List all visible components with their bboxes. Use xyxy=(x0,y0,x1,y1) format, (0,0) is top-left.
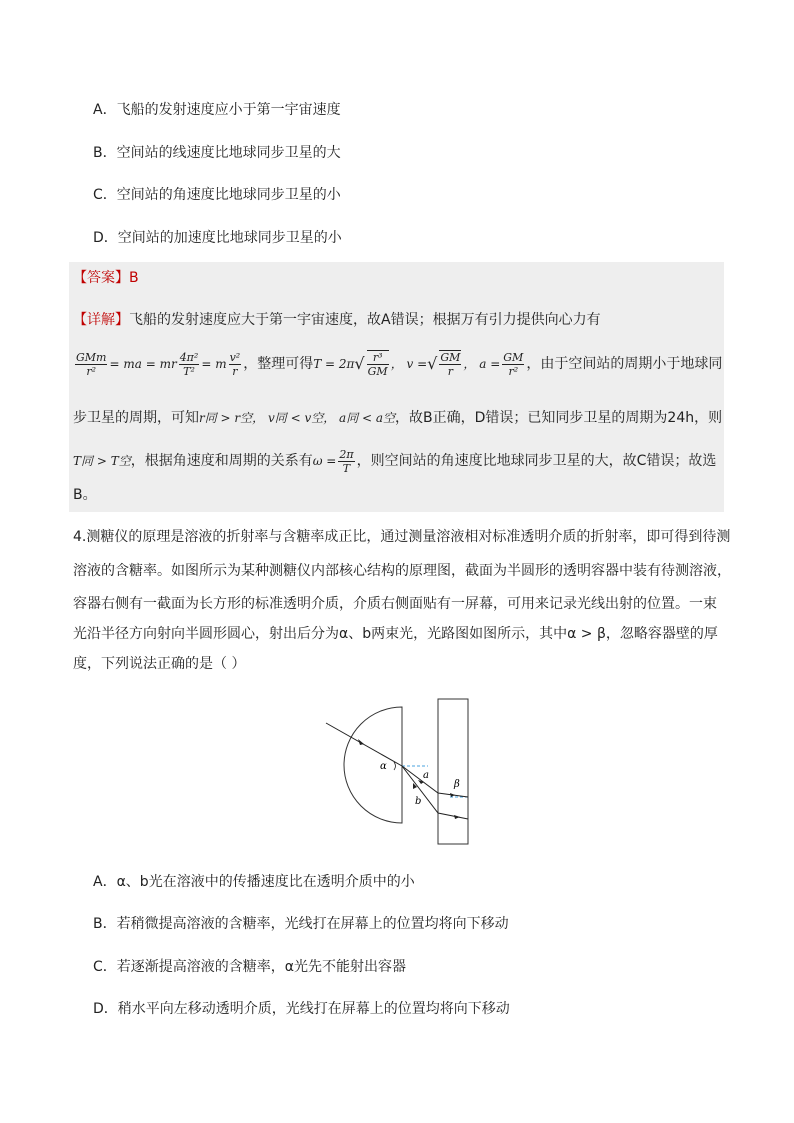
fraction: $\frac{\text{r³}}{GM}$ xyxy=(367,351,388,378)
question-line: 容器右侧有一截面为长方形的标准透明介质，介质右侧面贴有一屏幕，可用来记录光线出射的位置。一束 xyxy=(73,596,717,612)
q-option-d: D．稍水平向左移动透明介质，光线打在屏幕上的位置均将向下移动 xyxy=(93,1001,510,1017)
label-b: b xyxy=(415,796,422,807)
equation-text: T同 > T空 xyxy=(73,454,131,468)
answer-value: B xyxy=(129,270,139,286)
detail-line-2: $\frac{\text{GMm}}{\text{r²}}$ = ma = mr $\frac{\text{4π²}}{\text{T²}}$ = m $\frac{\text{v²}}{r}$ ，整理可得T = 2π√ $\frac{\text{r³}}{GM}$ ， v =√ $\frac{GM}{r}$ ， a = $\frac{GM}{\text{r²}}$ ，由于空间站的周期小于地球同 xyxy=(76,350,723,378)
equation-text: ， v = xyxy=(390,357,428,371)
rectangular-medium xyxy=(438,699,468,844)
fraction: $\frac{2\pi}{T}$ xyxy=(339,447,354,475)
option-d: D．空间站的加速度比地球同步卫星的小 xyxy=(93,230,342,246)
equation-text: r同 > r空 xyxy=(199,411,253,425)
fraction: $\frac{GM}{r}$ xyxy=(440,351,461,378)
optics-diagram xyxy=(320,695,480,850)
question-line: 4.测糖仪的原理是溶液的折射率与含糖率成正比，通过测量溶液相对标准透明介质的折射率，即可得到待测 xyxy=(73,529,731,545)
equation-text: ， a同 < a空 xyxy=(323,411,396,425)
equation-text: T = 2π xyxy=(313,357,355,371)
fraction: $\frac{GM}{\text{r²}}$ xyxy=(503,350,524,378)
detail-text: ，整理可得 xyxy=(243,356,314,372)
question-line: 光沿半径方向射向半圆形圆心，射出后分为α、b两束光，光路图如图所示，其中α > β，忽略容器壁的厚 xyxy=(73,626,718,642)
equation-text: = m xyxy=(201,357,227,371)
equation-text: ω = xyxy=(312,454,337,468)
label-alpha: α xyxy=(380,761,387,772)
fraction: $\frac{\text{v²}}{r}$ xyxy=(229,350,241,378)
detail-line-3 xyxy=(73,408,722,428)
q-option-b: B．若稍微提高溶液的含糖率，光线打在屏幕上的位置均将向下移动 xyxy=(93,916,509,932)
detail-text-1: 飞船的发射速度应大于第一宇宙速度，故A错误；根据万有引力提供向心力有 xyxy=(129,312,601,328)
detail-line-1 xyxy=(73,310,601,330)
semicircle-container xyxy=(344,707,402,823)
detail-text: ，则空间站的角速度比地球同步卫星的大，故C错误；故选 xyxy=(356,453,717,469)
question-line: 溶液的含糖率。如图所示为某种测糖仪内部核心结构的原理图，截面为半圆形的透明容器中装有待测溶液， xyxy=(73,563,731,579)
detail-text: 步卫星的周期，可知 xyxy=(73,410,199,426)
option-a: A．飞船的发射速度应小于第一宇宙速度 xyxy=(93,102,341,118)
q-option-c: C．若逐渐提高溶液的含糖率，α光先不能射出容器 xyxy=(93,959,407,975)
answer-line xyxy=(73,268,139,288)
label-beta: β xyxy=(454,779,460,790)
equation-text: ， v同 < v空 xyxy=(252,411,324,425)
option-b: B．空间站的线速度比地球同步卫星的大 xyxy=(93,145,341,161)
detail-text: ，故B正确，D错误；已知同步卫星的周期为24h，则 xyxy=(395,410,723,426)
detail-line-5: B。 xyxy=(73,487,97,503)
detail-text: ，由于空间站的周期小于地球同 xyxy=(526,356,723,372)
q-option-a: A．α、b光在溶液中的传播速度比在透明介质中的小 xyxy=(93,874,415,890)
detail-tag: 【详解】 xyxy=(73,312,129,328)
detail-line-4 xyxy=(73,446,716,476)
option-c: C．空间站的角速度比地球同步卫星的小 xyxy=(93,187,341,203)
label-a: a xyxy=(423,770,429,781)
equation-text: ， a = xyxy=(463,357,501,371)
detail-text: ，根据角速度和周期的关系有 xyxy=(130,453,313,469)
incident-ray xyxy=(326,723,402,766)
fraction: $\frac{\text{GMm}}{\text{r²}}$ xyxy=(76,350,107,378)
fraction: $\frac{\text{4π²}}{\text{T²}}$ xyxy=(179,350,199,378)
answer-tag: 【答案】 xyxy=(73,270,129,286)
question-line: 度，下列说法正确的是（ ） xyxy=(73,656,246,672)
equation-text: = ma = mr xyxy=(109,357,177,371)
